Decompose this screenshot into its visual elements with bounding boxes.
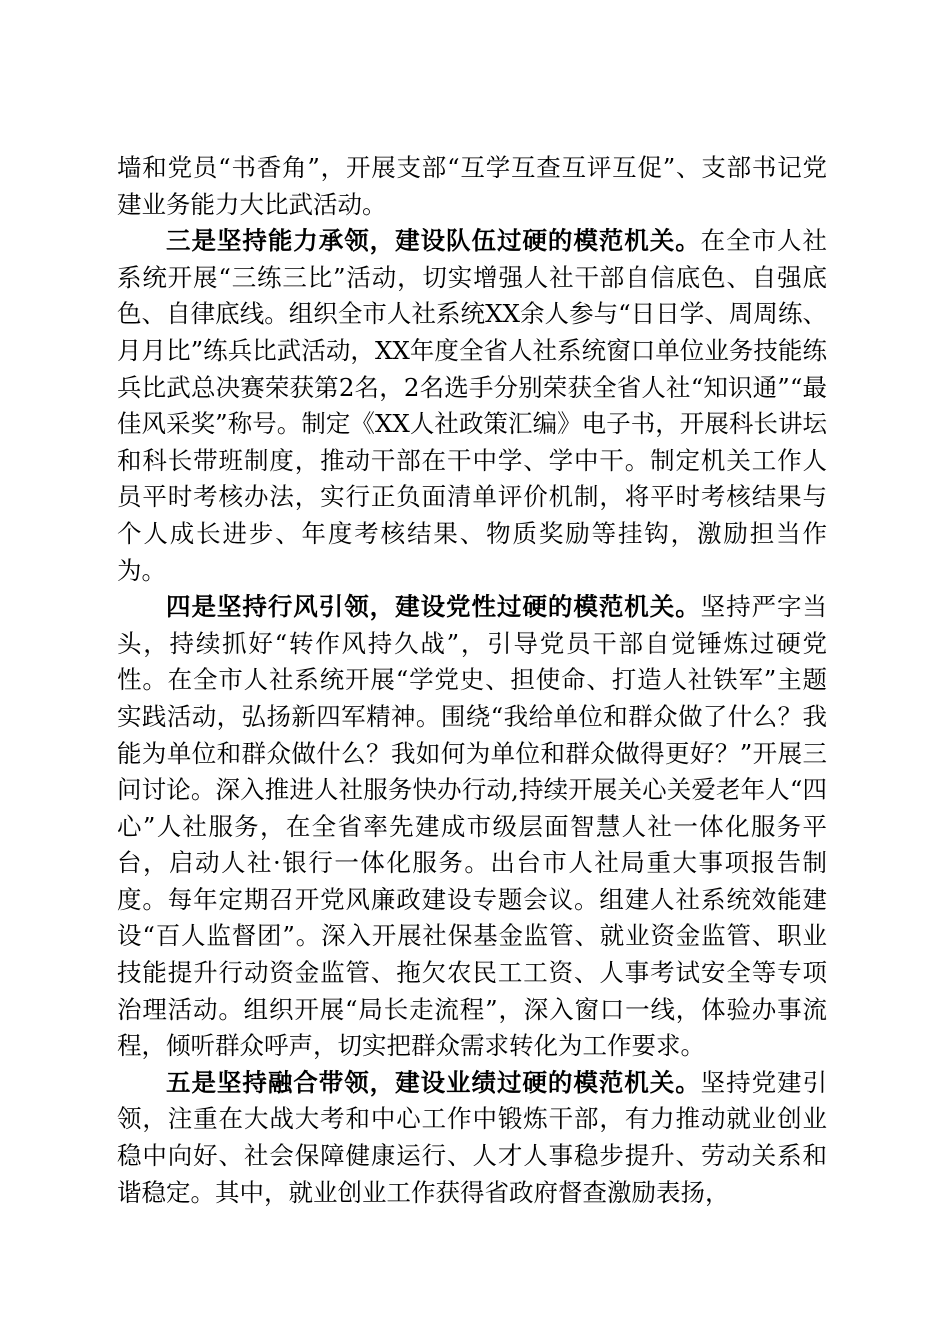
paragraph-body: 坚持严字当头，持续抓好“转作风持久战”，引导党员干部自觉锤炼过硬党性。在全市人社系统开展“学党史、担使命、打造人社铁军”主题实践活动，弘扬新四军精神。围绕“我给单位和群众做了什么？我能为单位和群众做什么？我如何为单位和群众做得更好？”开展三问讨论。深入推进人社服务快办行动,持续开展关心关爱老年人“四心”人社服务，在全省率先建成市级层面智慧人社一体化服务平台，启动人社·银行一体化服务。出台市人社局重大事项报告制度。每年定期召开党风廉政建设专题会议。组建人社系统效能建设“百人监督团”。深入开展社保基金监管、就业资金监管、职业技能提升行动资金监管、拖欠农民工工资、人事考试安全等专项治理活动。组织开展“局长走流程”，深入窗口一线，体验办事流程，倾听群众呼声，切实把群众需求转化为工作要求。 — [117, 592, 828, 1061]
paragraph-point-four — [117, 589, 827, 1065]
paragraph-lead-heading: 四是坚持行风引领，建设党性过硬的模范机关。 — [166, 592, 701, 622]
paragraph-continuation — [117, 150, 827, 223]
paragraph-body: 墙和党员“书香角”，开展支部“互学互查互评互促”、支部书记党建业务能力大比武活动。 — [117, 153, 827, 219]
paragraph-point-five — [117, 1065, 827, 1211]
document-body — [117, 150, 827, 1211]
paragraph-body: 坚持党建引领，注重在大战大考和中心工作中锻炼干部，有力推动就业创业稳中向好、社会保障健康运行、人才人事稳步提升、劳动关系和谐稳定。其中，就业创业工作获得省政府督查激励表扬， — [117, 1067, 828, 1207]
paragraph-body: 在全市人社系统开展“三练三比”活动，切实增强人社干部自信底色、自强底色、自律底线。组织全市人社系统XX余人参与“日日学、周周练、月月比”练兵比武活动，XX年度全省人社系统窗口单位业务技能练兵比武总决赛荣获第2名，2名选手分别荣获全省人社“知识通”“最佳风采奖”称号。制定《XX人社政策汇编》电子书，开展科长讲坛和科长带班制度，推动干部在干中学、学中干。制定机关工作人员平时考核办法，实行正负面清单评价机制，将平时考核结果与个人成长进步、年度考核结果、物质奖励等挂钩，激励担当作为。 — [117, 226, 828, 585]
paragraph-lead-heading: 五是坚持融合带领，建设业绩过硬的模范机关。 — [166, 1067, 701, 1097]
paragraph-lead-heading: 三是坚持能力承领，建设队伍过硬的模范机关。 — [166, 226, 701, 256]
paragraph-point-three — [117, 223, 827, 589]
